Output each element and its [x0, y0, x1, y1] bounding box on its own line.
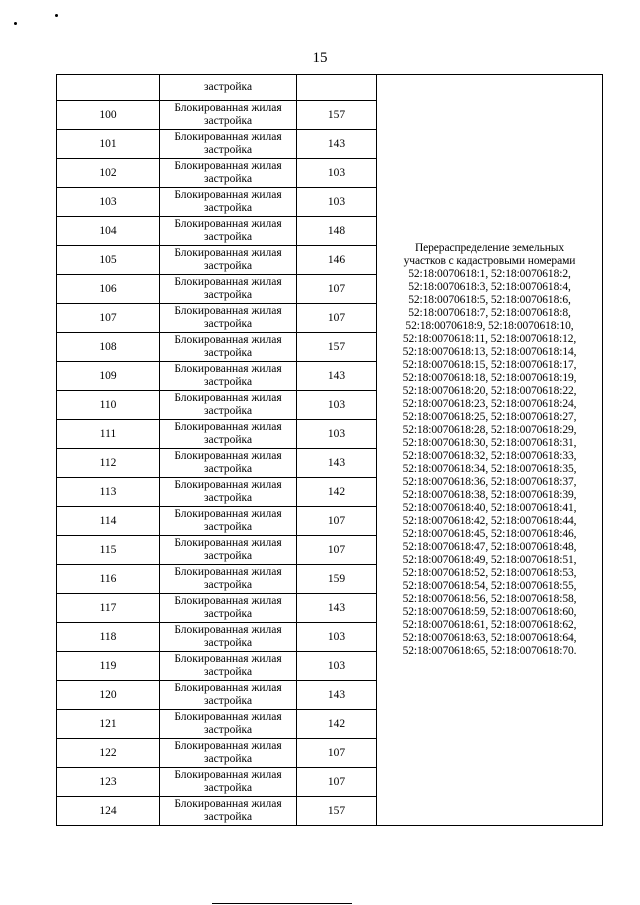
usage-type-text: Блокированная жилая застройка	[174, 798, 282, 823]
area-text: 143	[327, 456, 346, 469]
row-number-cell	[57, 768, 160, 797]
row-number-text: 115	[99, 543, 117, 556]
usage-type-text: Блокированная жилая застройка	[174, 392, 282, 417]
usage-type-cell	[160, 246, 297, 275]
area-cell	[297, 420, 377, 449]
usage-type-cell	[160, 623, 297, 652]
usage-type-cell	[160, 391, 297, 420]
usage-type-cell	[160, 101, 297, 130]
row-number-cell	[57, 565, 160, 594]
area-cell	[297, 391, 377, 420]
usage-type-cell	[160, 304, 297, 333]
scan-speck	[14, 22, 17, 25]
row-number-cell	[57, 652, 160, 681]
area-cell	[297, 188, 377, 217]
usage-type-cell	[160, 159, 297, 188]
usage-type-cell	[160, 536, 297, 565]
area-text: 157	[327, 108, 346, 121]
area-cell	[297, 478, 377, 507]
usage-type-text: Блокированная жилая застройка	[174, 537, 282, 562]
usage-type-cell	[160, 333, 297, 362]
row-number-cell	[57, 159, 160, 188]
usage-type-cell	[160, 594, 297, 623]
usage-type-cell	[160, 362, 297, 391]
area-cell	[297, 536, 377, 565]
usage-type-cell	[160, 449, 297, 478]
usage-type-cell	[160, 652, 297, 681]
usage-type-text: Блокированная жилая застройка	[174, 334, 282, 359]
usage-type-cell	[160, 130, 297, 159]
usage-type-cell	[160, 797, 297, 826]
area-text: 146	[327, 253, 346, 266]
area-text: 143	[327, 369, 346, 382]
area-text: 143	[327, 137, 346, 150]
area-cell	[297, 159, 377, 188]
usage-type-text: Блокированная жилая застройка	[174, 508, 282, 533]
usage-type-text: Блокированная жилая застройка	[174, 102, 282, 127]
area-cell	[297, 507, 377, 536]
row-number-cell	[57, 75, 160, 101]
area-text: 103	[327, 195, 346, 208]
usage-type-text: Блокированная жилая застройка	[174, 566, 282, 591]
area-cell	[297, 275, 377, 304]
area-text: 107	[327, 282, 346, 295]
area-text: 107	[327, 775, 346, 788]
area-text: 103	[327, 630, 346, 643]
row-number-cell	[57, 101, 160, 130]
row-number-cell	[57, 217, 160, 246]
row-number-text: 111	[99, 427, 117, 440]
area-cell	[297, 304, 377, 333]
usage-type-text: Блокированная жилая застройка	[174, 131, 282, 156]
usage-type-text: Блокированная жилая застройка	[174, 305, 282, 330]
area-text: 103	[327, 659, 346, 672]
row-number-text: 103	[99, 195, 117, 208]
area-cell	[297, 449, 377, 478]
usage-type-text: Блокированная жилая застройка	[174, 450, 282, 475]
area-text: 107	[327, 543, 346, 556]
area-text: 107	[327, 746, 346, 759]
footer-line	[212, 903, 352, 904]
area-cell	[297, 681, 377, 710]
usage-type-text: Блокированная жилая застройка	[174, 160, 282, 185]
area-text: 107	[327, 311, 346, 324]
page-number: 15	[312, 50, 328, 66]
area-cell	[297, 333, 377, 362]
row-number-cell	[57, 681, 160, 710]
usage-type-text: Блокированная жилая застройка	[174, 740, 282, 765]
usage-type-text: Блокированная жилая застройка	[174, 218, 282, 243]
row-number-cell	[57, 304, 160, 333]
area-text: 157	[327, 804, 346, 817]
row-number-cell	[57, 623, 160, 652]
area-cell	[297, 101, 377, 130]
usage-type-cell	[160, 420, 297, 449]
usage-type-cell	[160, 739, 297, 768]
scan-speck	[55, 14, 58, 17]
redistribution-description-cell	[377, 75, 603, 826]
area-text: 103	[327, 166, 346, 179]
row-number-text: 116	[99, 572, 117, 585]
usage-type-cell	[160, 188, 297, 217]
row-number-cell	[57, 594, 160, 623]
usage-type-text: Блокированная жилая застройка	[174, 247, 282, 272]
area-text: 159	[327, 572, 346, 585]
row-number-text: 124	[99, 804, 117, 817]
area-text: 143	[327, 601, 346, 614]
area-cell	[297, 710, 377, 739]
row-number-text: 114	[99, 514, 117, 527]
area-cell	[297, 217, 377, 246]
usage-type-cell	[160, 275, 297, 304]
row-number-cell	[57, 275, 160, 304]
row-number-cell	[57, 449, 160, 478]
usage-type-text: Блокированная жилая застройка	[174, 769, 282, 794]
table-row-partial	[57, 75, 603, 101]
usage-type-cell	[160, 565, 297, 594]
area-cell	[297, 246, 377, 275]
row-number-text: 106	[99, 282, 117, 295]
row-number-cell	[57, 246, 160, 275]
row-number-text: 122	[99, 746, 117, 759]
usage-type-text: Блокированная жилая застройка	[174, 682, 282, 707]
row-number-text: 100	[99, 108, 117, 121]
redistribution-description-text: Перераспределение земельных участков с кадастровыми номерами 52:18:0070618:1, 52:18:0070618:2, 52:18:0070618:3, 52:18:0070618:4, 52:18:0070618:5, 52:18:0070618:6, 52:18:0070618:7, 52:18:0070618:8, 52:18:0070618:9, 52:18:0070618:10, 52:18:0070618:11, 52:18:0070618:12, 52:18:0070618:13, 52:18:0070618:14, 52:18:0070618:15, 52:18:0070618:17, 52:18:0070618:18, 52:18:0070618:19, 52:18:0070618:20, 52:18:0070618:22, 52:18:0070618:23, 52:18:0070618:24, 52:18:0070618:25, 52:18:0070618:27, 52:18:0070618:28, 52:18:0070618:29, 52:18:0070618:30, 52:18:0070618:31, 52:18:0070618:32, 52:18:0070618:33, 52:18:0070618:34, 52:18:0070618:35, 52:18:0070618:36, 52:18:0070618:37, 52:18:0070618:38, 52:18:0070618:39, 52:18:0070618:40, 52:18:0070618:41, 52:18:0070618:42, 52:18:0070618:44, 52:18:0070618:45, 52:18:0070618:46, 52:18:0070618:47, 52:18:0070618:48, 52:18:0070618:49, 52:18:0070618:51, 52:18:0070618:52, 52:18:0070618:53, 52:18:0070618:54, 52:18:0070618:55, 52:18:0070618:56, 52:18:0070618:58, 52:18:0070618:59, 52:18:0070618:60, 52:18:0070618:61, 52:18:0070618:62, 52:18:0070618:63, 52:18:0070618:64, 52:18:0070618:65, 52:18:0070618:70.	[402, 242, 577, 657]
area-text: 142	[327, 717, 346, 730]
area-cell	[297, 652, 377, 681]
area-cell	[297, 130, 377, 159]
row-number-text: 112	[99, 456, 117, 469]
row-number-text: 108	[99, 340, 117, 353]
row-number-text: 120	[99, 688, 117, 701]
area-cell	[297, 623, 377, 652]
usage-type-cell	[160, 75, 297, 101]
area-text: 103	[327, 398, 346, 411]
row-number-text: 117	[99, 601, 117, 614]
row-number-text: 118	[99, 630, 117, 643]
row-number-cell	[57, 739, 160, 768]
row-number-cell	[57, 797, 160, 826]
land-plots-table	[56, 74, 603, 826]
area-text: 103	[327, 427, 346, 440]
row-number-text: 119	[99, 659, 117, 672]
usage-type-text: Блокированная жилая застройка	[174, 595, 282, 620]
usage-type-text: Блокированная жилая застройка	[174, 189, 282, 214]
row-number-text: 104	[99, 224, 117, 237]
row-number-cell	[57, 536, 160, 565]
usage-type-cell	[160, 768, 297, 797]
usage-type-text: Блокированная жилая застройка	[174, 421, 282, 446]
area-cell	[297, 565, 377, 594]
area-cell	[297, 362, 377, 391]
row-number-text: 105	[99, 253, 117, 266]
usage-type-text: Блокированная жилая застройка	[174, 276, 282, 301]
area-cell	[297, 739, 377, 768]
row-number-text: 109	[99, 369, 117, 382]
usage-type-text: застройка	[203, 81, 253, 93]
row-number-cell	[57, 362, 160, 391]
row-number-cell	[57, 507, 160, 536]
row-number-text: 113	[99, 485, 117, 498]
usage-type-cell	[160, 507, 297, 536]
row-number-text: 101	[99, 137, 117, 150]
area-cell	[297, 797, 377, 826]
row-number-text: 110	[99, 398, 117, 411]
area-text: 142	[327, 485, 346, 498]
row-number-text: 107	[99, 311, 117, 324]
row-number-text: 102	[99, 166, 117, 179]
usage-type-text: Блокированная жилая застройка	[174, 479, 282, 504]
area-text: 107	[327, 514, 346, 527]
row-number-text: 123	[99, 775, 117, 788]
row-number-cell	[57, 130, 160, 159]
usage-type-cell	[160, 681, 297, 710]
row-number-cell	[57, 391, 160, 420]
usage-type-text: Блокированная жилая застройка	[174, 653, 282, 678]
usage-type-text: Блокированная жилая застройка	[174, 363, 282, 388]
row-number-cell	[57, 333, 160, 362]
area-text: 143	[327, 688, 346, 701]
row-number-cell	[57, 188, 160, 217]
area-text: 157	[327, 340, 346, 353]
area-cell	[297, 768, 377, 797]
row-number-cell	[57, 420, 160, 449]
usage-type-text: Блокированная жилая застройка	[174, 624, 282, 649]
usage-type-cell	[160, 710, 297, 739]
area-text: 148	[327, 224, 346, 237]
row-number-cell	[57, 478, 160, 507]
row-number-cell	[57, 710, 160, 739]
area-cell	[297, 75, 377, 101]
row-number-text: 121	[99, 717, 117, 730]
area-cell	[297, 594, 377, 623]
usage-type-text: Блокированная жилая застройка	[174, 711, 282, 736]
usage-type-cell	[160, 217, 297, 246]
usage-type-cell	[160, 478, 297, 507]
